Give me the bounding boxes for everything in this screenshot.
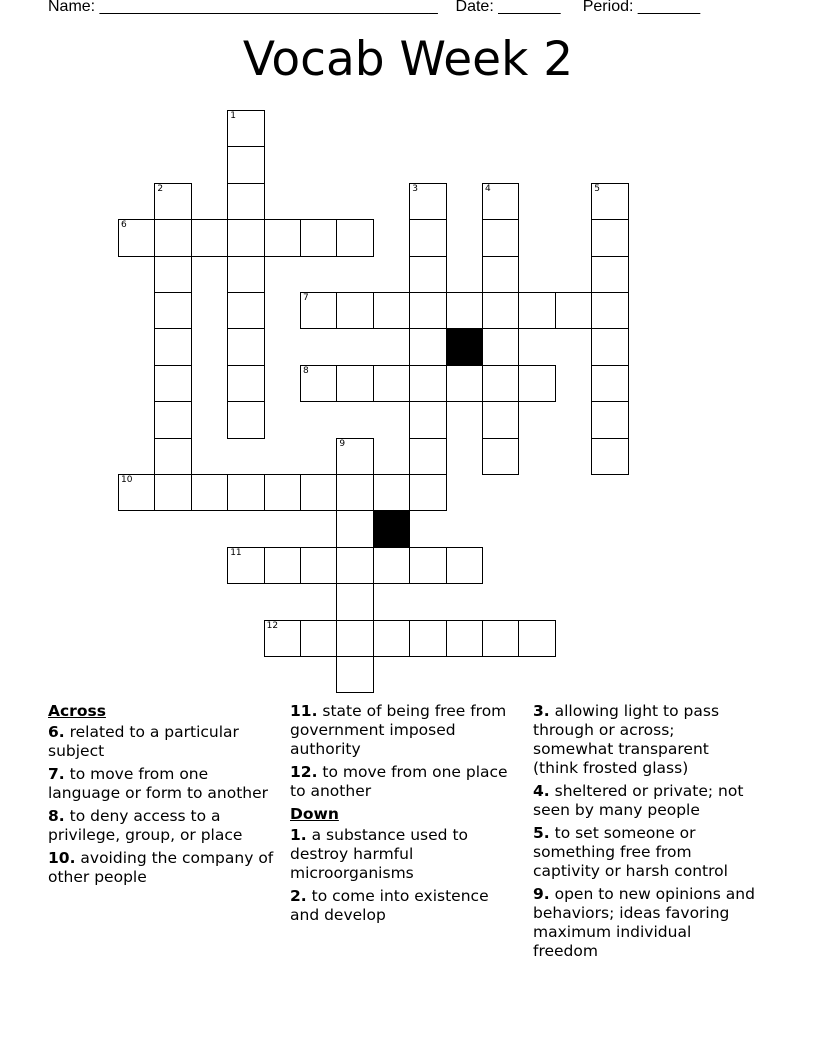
crossword-cell[interactable] (264, 547, 301, 584)
crossword-cell[interactable] (373, 365, 410, 402)
crossword-cell[interactable] (482, 219, 519, 256)
clue-item-number: 3. (533, 702, 550, 720)
crossword-cell[interactable] (336, 219, 373, 256)
crossword-cell[interactable] (409, 620, 446, 657)
clue-item (48, 765, 278, 803)
clue-item (533, 824, 758, 881)
crossword-cell[interactable] (227, 547, 264, 584)
crossword-cell[interactable] (591, 183, 628, 220)
crossword-cell[interactable] (227, 292, 264, 329)
clue-item (533, 782, 758, 820)
clue-item (533, 885, 758, 961)
crossword-cell[interactable] (373, 292, 410, 329)
clue-item-text: to deny access to a privilege, group, or place (48, 807, 243, 844)
clue-item (48, 723, 278, 761)
clue-item (290, 826, 522, 883)
clue-number: 6 (121, 220, 127, 231)
clue-item-text: open to new opinions and behaviors; ideas favoring maximum individual freedom (533, 885, 755, 960)
crossword-cell[interactable] (227, 365, 264, 402)
crossword-cell[interactable] (154, 183, 191, 220)
crossword-cell[interactable] (300, 547, 337, 584)
crossword-cell[interactable] (336, 292, 373, 329)
clue-item-text: to move from one language or form to another (48, 765, 269, 802)
clue-item-number: 9. (533, 885, 550, 903)
crossword-cell[interactable] (446, 620, 483, 657)
header (48, 0, 700, 16)
across-clue-list (48, 723, 278, 887)
crossword-cell[interactable] (373, 620, 410, 657)
clue-number: 2 (157, 183, 164, 194)
crossword-cell[interactable] (154, 219, 191, 256)
clue-item-number: 11. (290, 702, 318, 720)
crossword-cell[interactable] (336, 547, 373, 584)
crossword-cell[interactable] (336, 583, 373, 620)
crossword-cell[interactable] (227, 219, 264, 256)
crossword-cell[interactable] (409, 183, 446, 220)
crossword-cell[interactable] (300, 219, 337, 256)
crossword-cell[interactable] (482, 401, 519, 438)
crossword-cell[interactable] (227, 183, 264, 220)
crossword-cell[interactable] (227, 328, 264, 365)
clue-number: 12 (266, 620, 279, 631)
crossword-cell[interactable] (300, 365, 337, 402)
crossword-cell[interactable] (336, 438, 373, 475)
crossword-cell[interactable] (446, 547, 483, 584)
crossword-cell[interactable] (154, 256, 191, 293)
crossword-cell[interactable] (482, 328, 519, 365)
crossword-cell[interactable] (518, 620, 555, 657)
clues-column-2 (290, 702, 522, 929)
across-heading: Across (48, 702, 106, 720)
crossword-cell[interactable] (227, 256, 264, 293)
crossword-cell[interactable] (336, 656, 373, 693)
crossword-cell[interactable] (264, 474, 301, 511)
clue-item-text: related to a particular subject (48, 723, 239, 760)
clue-number: 9 (339, 438, 346, 449)
page-title: Vocab Week 2 (242, 32, 574, 87)
crossword-cell[interactable] (591, 292, 628, 329)
crossword-cell[interactable] (154, 328, 191, 365)
crossword-cell[interactable] (300, 474, 337, 511)
crossword-cell[interactable] (482, 183, 519, 220)
crossword-cell[interactable] (373, 474, 410, 511)
crossword-cell[interactable] (409, 219, 446, 256)
clue-item (290, 763, 522, 801)
down-heading: Down (290, 805, 339, 823)
clue-item-text: to set someone or something free from captivity or harsh control (533, 824, 728, 880)
crossword-cell[interactable] (300, 620, 337, 657)
crossword-cell[interactable] (300, 292, 337, 329)
crossword-cell[interactable] (409, 401, 446, 438)
crossword-cell[interactable] (482, 438, 519, 475)
down-clue-list-continued (533, 702, 758, 961)
crossword-cell[interactable] (154, 401, 191, 438)
crossword-cell[interactable] (264, 219, 301, 256)
clue-item (48, 849, 278, 887)
clue-number: 3 (412, 183, 418, 194)
clue-item-text: to move from one place to another (290, 763, 508, 800)
crossword-cell[interactable] (409, 365, 446, 402)
crossword-cell[interactable] (154, 474, 191, 511)
crossword-cell[interactable] (336, 620, 373, 657)
crossword-cell[interactable] (118, 474, 155, 511)
crossword-cell[interactable] (227, 146, 264, 183)
crossword-cell[interactable] (154, 292, 191, 329)
crossword-cell[interactable] (409, 474, 446, 511)
crossword-cell[interactable] (373, 547, 410, 584)
clue-item-text: avoiding the company of other people (48, 849, 274, 886)
crossword-cell[interactable] (191, 474, 228, 511)
crossword-cell[interactable] (518, 292, 555, 329)
clue-item-number: 4. (533, 782, 550, 800)
clue-number: 10 (121, 475, 133, 485)
crossword-cell[interactable] (591, 328, 628, 365)
clue-item-number: 1. (290, 826, 307, 844)
clue-item-number: 12. (290, 763, 318, 781)
clue-number: 7 (303, 293, 309, 303)
down-clue-list (290, 826, 522, 925)
clue-number: 4 (485, 183, 491, 194)
crossword-cell[interactable] (482, 620, 519, 657)
clue-item (290, 887, 522, 925)
clue-item-number: 10. (48, 849, 76, 867)
clue-number: 5 (594, 183, 600, 194)
clues-column-1 (48, 702, 278, 891)
clue-item-text: state of being free from government imposed authority (290, 702, 507, 758)
crossword-cell[interactable] (591, 219, 628, 256)
clue-number: 1 (230, 111, 236, 121)
crossword-cell[interactable] (154, 365, 191, 402)
crossword-cell[interactable] (446, 365, 483, 402)
blocked-square (446, 328, 483, 365)
clue-item-number: 8. (48, 807, 65, 825)
crossword-cell[interactable] (518, 365, 555, 402)
clue-number: 8 (303, 365, 309, 376)
blocked-square (373, 510, 410, 547)
crossword-cell[interactable] (591, 256, 628, 293)
crossword-cell[interactable] (591, 401, 628, 438)
clue-number: 11 (230, 547, 242, 558)
crossword-cell[interactable] (227, 110, 264, 147)
crossword-cell[interactable] (409, 328, 446, 365)
clue-item (290, 702, 522, 759)
clue-item-text: to come into existence and develop (290, 887, 489, 924)
crossword-cell[interactable] (264, 620, 301, 657)
clue-item-number: 6. (48, 723, 65, 741)
crossword-cell[interactable] (482, 292, 519, 329)
clue-item-text: allowing light to pass through or across; somewhat transparent (think frosted glass) (533, 702, 720, 777)
crossword-cell[interactable] (336, 365, 373, 402)
crossword-cell[interactable] (154, 438, 191, 475)
crossword-cell[interactable] (409, 547, 446, 584)
across-clue-list-continued (290, 702, 522, 801)
clue-item-number: 2. (290, 887, 307, 905)
date-field[interactable]: Date: _______ (455, 0, 561, 15)
period-field[interactable]: Period: _______ (582, 0, 701, 15)
crossword-cell[interactable] (409, 292, 446, 329)
crossword-cell[interactable] (118, 219, 155, 256)
crossword-cell[interactable] (409, 256, 446, 293)
crossword-cell[interactable] (482, 256, 519, 293)
crossword-cell[interactable] (482, 365, 519, 402)
crossword-cell[interactable] (446, 292, 483, 329)
clue-item-number: 7. (48, 765, 65, 783)
name-field[interactable]: Name: ______________________________________ (48, 0, 438, 15)
crossword-cell[interactable] (336, 510, 373, 547)
clues-column-3 (533, 702, 758, 965)
crossword-cell[interactable] (409, 438, 446, 475)
clue-item-number: 5. (533, 824, 550, 842)
crossword-cell[interactable] (191, 219, 228, 256)
crossword-cell[interactable] (555, 292, 592, 329)
clue-item (533, 702, 758, 778)
crossword-cell[interactable] (336, 474, 373, 511)
clue-item (48, 807, 278, 845)
crossword-cell[interactable] (227, 401, 264, 438)
crossword-cell[interactable] (227, 474, 264, 511)
clue-item-text: sheltered or private; not seen by many people (533, 782, 744, 819)
crossword-cell[interactable] (591, 365, 628, 402)
crossword-cell[interactable] (591, 438, 628, 475)
clue-item-text: a substance used to destroy harmful microorganisms (290, 826, 468, 882)
